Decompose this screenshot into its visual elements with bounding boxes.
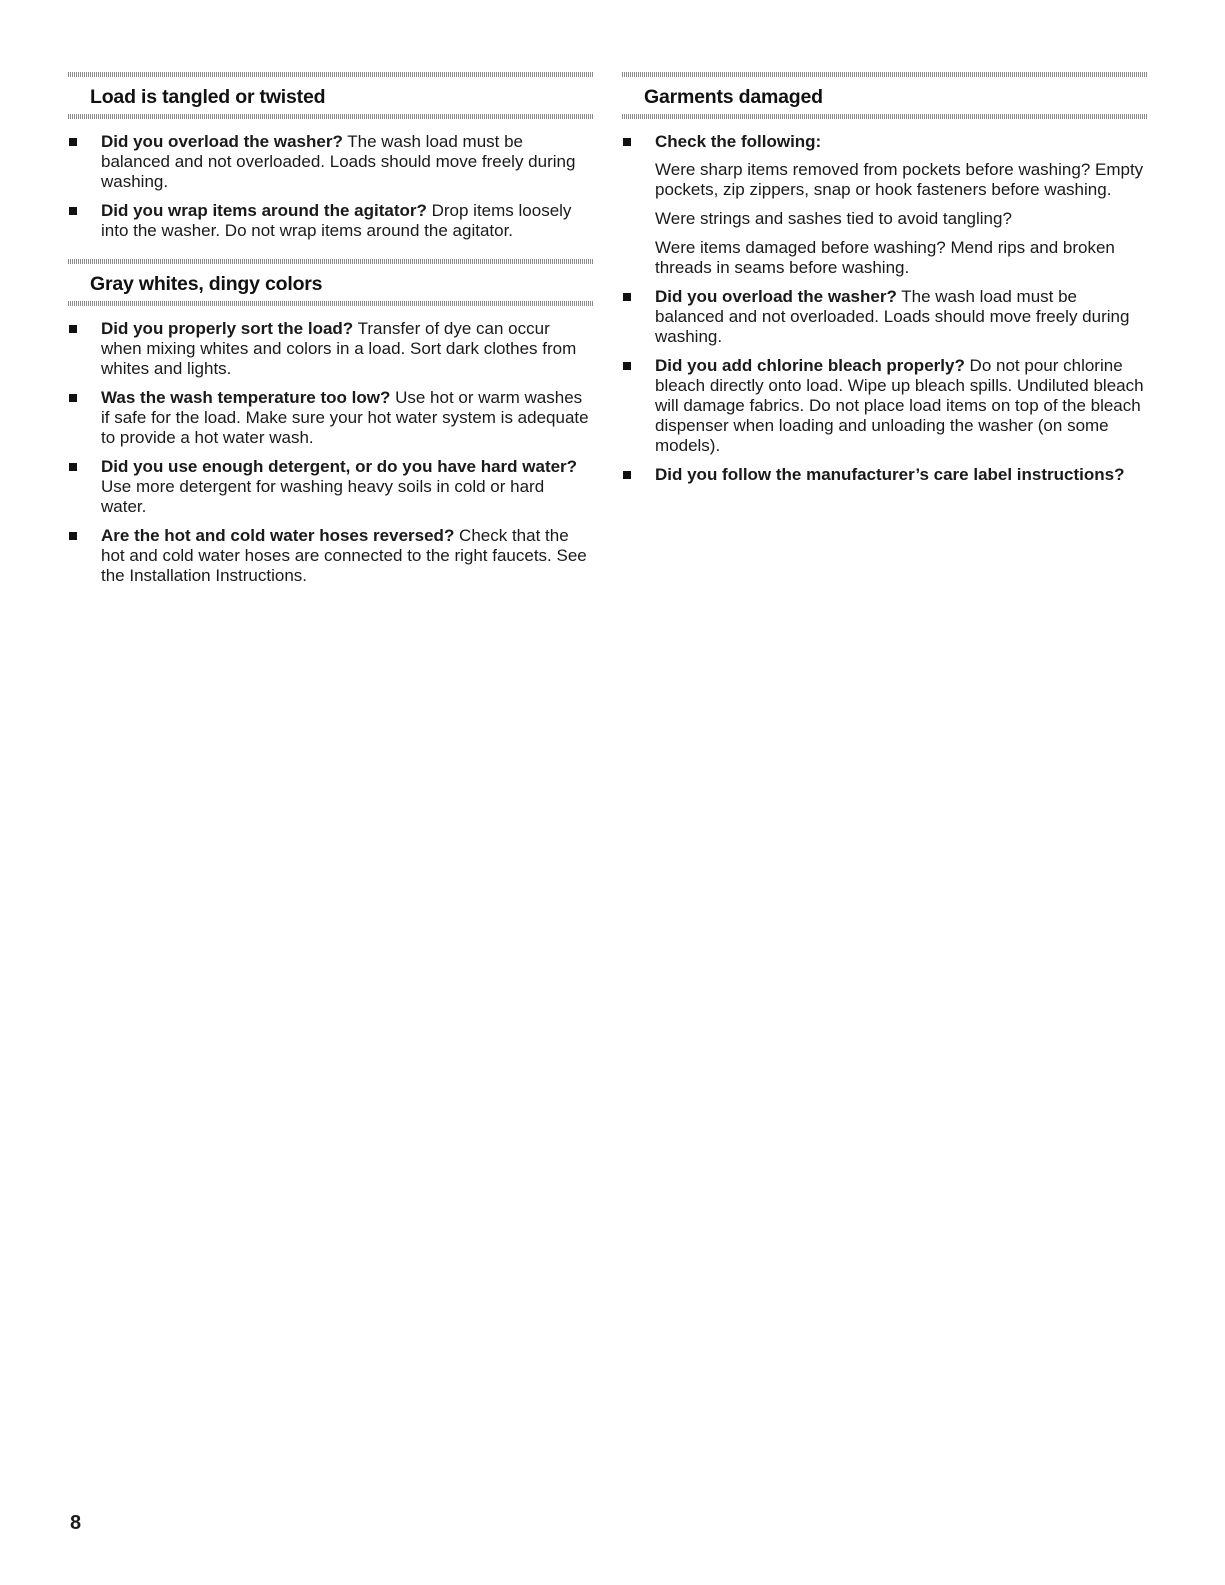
heading-rule-bottom — [68, 301, 593, 306]
item-text: Check that the hot and cold water hoses are connected to the right faucets. See the Installation Instructions. — [101, 526, 587, 585]
list-item — [622, 287, 1147, 347]
item-lead: Check the following: — [655, 132, 822, 151]
item-lead: Did you follow the manufacturer’s care label instructions? — [655, 465, 1125, 484]
item-text: Drop items loosely into the washer. Do not wrap items around the agitator. — [101, 201, 572, 240]
item-text: Use hot or warm washes if safe for the load. Make sure your hot water system is adequate to provide a hot water wash. — [101, 388, 589, 447]
square-bullet-icon — [69, 394, 77, 402]
item-text: The wash load must be balanced and not overloaded. Loads should move freely during washing. — [101, 132, 576, 191]
square-bullet-icon — [623, 138, 631, 146]
bullet-list — [68, 132, 593, 241]
item-text: Transfer of dye can occur when mixing whites and colors in a load. Sort dark clothes from whites and lights. — [101, 319, 577, 378]
bullet-list — [68, 319, 593, 586]
item-lead: Are the hot and cold water hoses reversed? — [101, 526, 455, 545]
section-load-tangled — [68, 72, 593, 241]
list-item — [68, 388, 593, 448]
item-lead: Did you use enough detergent, or do you have hard water? — [101, 457, 578, 476]
list-item — [622, 465, 1147, 485]
section-heading: Gray whites, dingy colors — [90, 273, 323, 295]
list-item — [68, 319, 593, 379]
item-text: Use more detergent for washing heavy soils in cold or hard water. — [101, 477, 545, 516]
square-bullet-icon — [623, 362, 631, 370]
check-paragraph: Were sharp items removed from pockets before washing? Empty pockets, zip zippers, snap or hook fasteners before washing. — [655, 160, 1144, 199]
right-column — [622, 72, 1147, 503]
check-paragraph: Were strings and sashes tied to avoid tangling? — [655, 209, 1012, 228]
page-number: 8 — [70, 1512, 82, 1534]
heading-rule-bottom — [68, 114, 593, 119]
heading-rule-bottom — [622, 114, 1147, 119]
section-gray-whites — [68, 259, 593, 586]
list-item — [622, 356, 1147, 456]
square-bullet-icon — [69, 138, 77, 146]
list-item — [622, 132, 1147, 278]
section-heading: Load is tangled or twisted — [90, 86, 326, 108]
list-item — [68, 201, 593, 241]
item-text: The wash load must be balanced and not overloaded. Loads should move freely during washing. — [655, 287, 1130, 346]
check-paragraphs — [655, 160, 1147, 278]
square-bullet-icon — [69, 325, 77, 333]
section-garments-damaged — [622, 72, 1147, 485]
check-paragraph: Were items damaged before washing? Mend rips and broken threads in seams before washing. — [655, 238, 1115, 277]
square-bullet-icon — [69, 532, 77, 540]
list-item — [68, 132, 593, 192]
section-heading: Garments damaged — [644, 86, 823, 108]
square-bullet-icon — [69, 207, 77, 215]
square-bullet-icon — [623, 293, 631, 301]
item-lead: Did you wrap items around the agitator? — [101, 201, 427, 220]
bullet-list — [622, 132, 1147, 485]
left-column — [68, 72, 593, 604]
list-item — [68, 526, 593, 586]
item-text: Do not pour chlorine bleach directly onto load. Wipe up bleach spills. Undiluted bleach will damage fabrics. Do not place load items on top of the bleach dispenser when loading and unloading the washer (on some models). — [655, 356, 1144, 455]
item-lead: Did you overload the washer? — [101, 132, 343, 151]
item-lead: Was the wash temperature too low? — [101, 388, 391, 407]
square-bullet-icon — [69, 463, 77, 471]
item-lead: Did you overload the washer? — [655, 287, 897, 306]
item-lead: Did you add chlorine bleach properly? — [655, 356, 965, 375]
item-lead: Did you properly sort the load? — [101, 319, 354, 338]
square-bullet-icon — [623, 471, 631, 479]
list-item — [68, 457, 593, 517]
